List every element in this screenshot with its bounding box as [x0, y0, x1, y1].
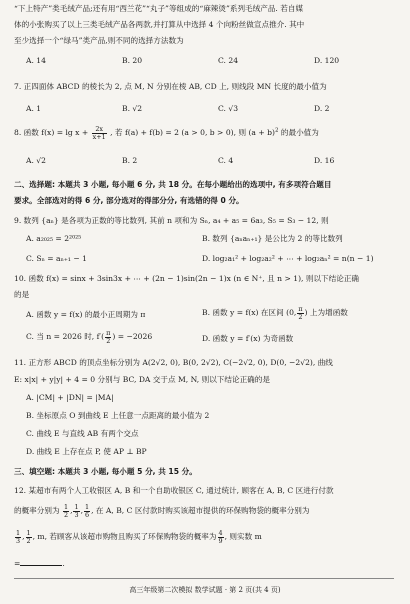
q12-prob-a: $\frac{1}{2}$ [63, 503, 69, 519]
q8-stem-part-a: 8. 函数 f(x) = lg x + [14, 128, 89, 138]
q8-exponent: 2 [274, 127, 279, 134]
q10-stem-cont: 的是 [14, 290, 30, 299]
q6-option-a: A. 14 [26, 56, 46, 65]
section3-heading: 三、填空题: 本题共 3 小题, 每小题 5 分, 共 15 分。 [14, 467, 197, 476]
q9-option-c: C. Sₙ = aₙ₊₁ − 1 [26, 254, 87, 263]
q10-option-a: A. 函数 y = f(x) 的最小正周期为 π [26, 310, 146, 319]
q11-option-a: A. |CM| + |DN| = |MA| [26, 393, 114, 402]
q10-stem: 10. 函数 f(x) = sinx + 3sin3x + ⋯ + (2n − 1)sin(2n − 1)x (n ∈ N⁺, 且 n > 1), 则以下结论正确 [14, 274, 360, 283]
q7-option-b: B. √2 [122, 104, 143, 113]
q11-option-b: B. 坐标原点 O 到曲线 E 上任意一点距离的最小值为 2 [26, 411, 210, 420]
q8-stem-part-b: , 若 f(a) + f(b) = 2 (a > 0, b > 0), 则 (a + b) [110, 128, 275, 138]
q9-option-d: D. log₂a₁² + log₂a₂² + ⋯ + log₂aₙ² = n(n − 1) [202, 254, 374, 263]
q12-answer-blank[interactable] [20, 558, 62, 566]
q8-option-d: D. 16 [314, 156, 335, 165]
q10-option-c: C. 当 n = 2026 时, f′( $\frac{\pi}{2}$ ) = −2026 [26, 329, 153, 345]
q8-stem [14, 126, 319, 140]
q7-option-c: C. √3 [218, 104, 239, 113]
q12-prob-c: $\frac{1}{6}$ [84, 503, 90, 519]
q9-option-a: A. a₂₀₂₅ = 2²⁰²⁵ [26, 234, 82, 243]
q12-line2: 的概率分别为 $\frac{1}{2}$ , $\frac{1}{3}$ , $\frac{1}{6}$ , 在 A, B, C 区付款时购买该超市提供的环保购物袋的概率分别为 [14, 503, 310, 519]
section2-heading-line1: 二、选择题: 本题共 3 小题, 每小题 6 分, 共 18 分。在每小题给出的选项中, 有多项符合题目 [14, 180, 332, 189]
q8-option-c: C. 4 [218, 156, 234, 165]
q9-stem: 9. 数列 {aₙ} 是各项为正数的等比数列, 其前 n 项和为 Sₙ, a₄ + a₅ = 6a₃, S₅ = S₃ − 12, 则 [14, 216, 329, 225]
q7-option-a: A. 1 [26, 104, 42, 113]
q7-stem: 7. 正四面体 ABCD 的棱长为 2, 点 M, N 分别在棱 AB, CD 上, 则线段 MN 长度的最小值为 [14, 82, 327, 91]
q6-line2: 体的小张购买了以上三类毛绒产品各两款,并打算从中选择 4 个向粉丝做宣点推介. 其中 [14, 20, 305, 29]
q6-line3: 至少选择一个“绿马”类产品,则不同的选择方法数为 [14, 36, 184, 45]
q12-bag-b: $\frac{1}{2}$ [26, 529, 31, 545]
q12-total-prob: $\frac{4}{9}$ [218, 529, 223, 545]
q6-line1: “下上特产”类毛绒产品;还有用“西兰花”“丸子”等组成的“麻辣烫”系列毛绒产品. 若自媒 [14, 4, 304, 13]
q8-fraction: $\frac{2x}{x+1}$ [92, 125, 106, 141]
q6-option-c: C. 24 [218, 56, 239, 65]
q6-option-d: D. 120 [314, 56, 340, 65]
q12-prob-b: $\frac{1}{3}$ [74, 503, 79, 519]
q8-option-b: B. 2 [122, 156, 138, 165]
section2-heading-line2: 要求。全部选对的得 6 分, 部分选对的得部分分, 有选错的得 0 分。 [14, 196, 244, 205]
q10-option-d: D. 函数 y = f′(x) 为奇函数 [202, 334, 294, 343]
q9-option-b: B. 数列 {aₙaₙ₊₁} 是公比为 2 的等比数列 [202, 234, 343, 243]
q8-option-a: A. √2 [26, 156, 46, 165]
q12-line1: 12. 某超市有两个人工收银区 A, B 和一个自助收银区 C, 通过统计, 顾客在 A, B, C 区进行付款 [14, 486, 334, 495]
q12-line3: $\frac{1}{3}$ , $\frac{1}{2}$ , m, 若顾客从该超市购物且购买了环保购物袋的概率为 $\frac{4}{9}$ , 则实数 m [16, 529, 262, 545]
q11-option-d: D. 曲线 E 上存在点 P, 使 AP ⊥ BP [26, 447, 147, 456]
q12-line4: = . [14, 559, 65, 568]
q6-option-b: B. 20 [122, 56, 143, 65]
q8-stem-part-c: 的最小值为 [280, 128, 319, 138]
q12-bag-a: $\frac{1}{3}$ [16, 529, 21, 545]
q11-stem-cont: E: x|x| + y|y| + 4 = 0 分别与 BC, DA 交于点 M, N, 则以下结论正确的是 [14, 375, 270, 384]
page-footer: 高三年级第二次模拟 数学试题 · 第 2 页(共 4 页) [129, 586, 281, 594]
q10-option-b: B. 函数 y = f(x) 在区间 (0, $\frac{\pi}{2}$ ) 上为增函数 [202, 305, 348, 321]
q7-option-d: D. 2 [314, 104, 330, 113]
q10-c-fraction: $\frac{\pi}{2}$ [106, 329, 111, 345]
q11-option-c: C. 曲线 E 与直线 AB 有两个交点 [26, 429, 139, 438]
q11-stem: 11. 正方形 ABCD 的顶点坐标分别为 A(2√2, 0), B(0, 2√2), C(−2√2, 0), D(0, −2√2), 曲线 [14, 358, 333, 367]
q10-b-fraction: $\frac{\pi}{2}$ [298, 305, 303, 321]
footer-divider [14, 578, 394, 579]
